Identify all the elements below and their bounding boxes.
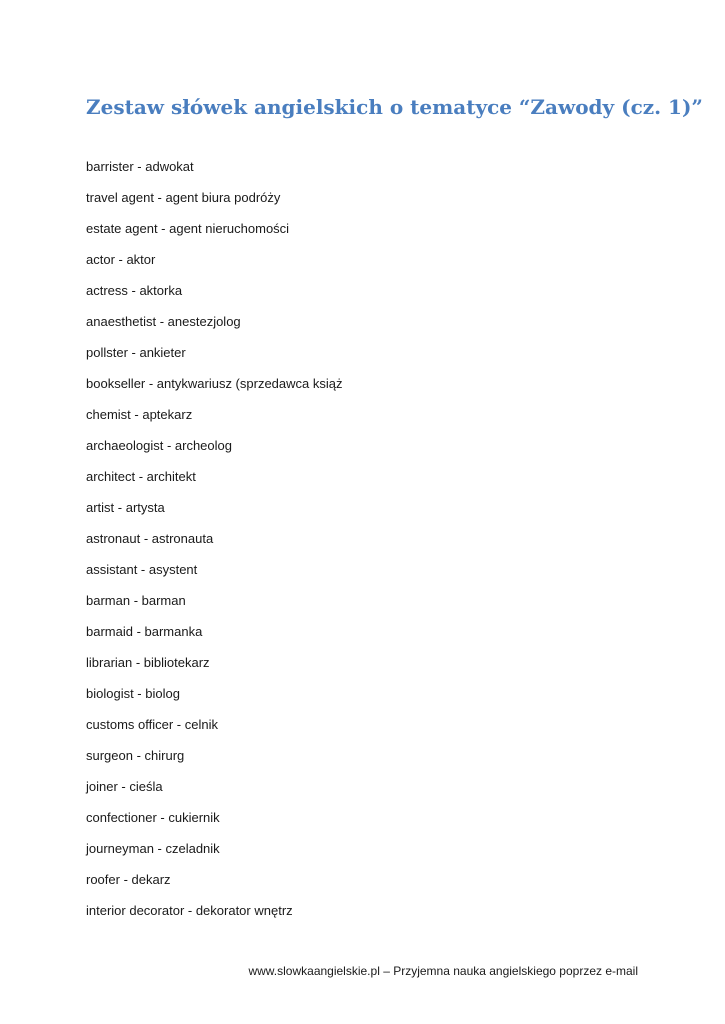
vocabulary-item: confectioner - cukiernik (86, 810, 220, 825)
vocabulary-item: biologist - biolog (86, 686, 180, 701)
vocabulary-item: barmaid - barmanka (86, 624, 203, 639)
vocabulary-item: joiner - cieśla (86, 779, 163, 794)
page-footer: www.slowkaangielskie.pl – Przyjemna nauka angielskiego poprzez e-mail (248, 964, 638, 978)
vocabulary-item: astronaut - astronauta (86, 531, 214, 546)
vocabulary-item: travel agent - agent biura podróży (86, 190, 281, 205)
vocabulary-item: interior decorator - dekorator wnętrz (86, 903, 293, 918)
vocabulary-item: estate agent - agent nieruchomości (86, 221, 290, 236)
vocabulary-item: anaesthetist - anestezjolog (86, 314, 241, 329)
vocabulary-item: artist - artysta (86, 500, 165, 515)
vocabulary-item: barman - barman (86, 593, 186, 608)
vocabulary-item: architect - architekt (86, 469, 196, 484)
vocabulary-item: journeyman - czeladnik (86, 841, 220, 856)
vocabulary-item: pollster - ankieter (86, 345, 186, 360)
vocabulary-item: chemist - aptekarz (86, 407, 193, 422)
vocabulary-item: bookseller - antykwariusz (sprzedawca książ (86, 376, 343, 391)
vocabulary-item: assistant - asystent (86, 562, 198, 577)
vocabulary-item: surgeon - chirurg (86, 748, 185, 763)
page-title: Zestaw słówek angielskich o tematyce “Zawody (cz. 1)” (86, 95, 703, 119)
vocabulary-item: archaeologist - archeolog (86, 438, 232, 453)
vocabulary-item: actress - aktorka (86, 283, 183, 298)
vocabulary-item: customs officer - celnik (86, 717, 218, 732)
vocabulary-item: roofer - dekarz (86, 872, 171, 887)
vocabulary-item: barrister - adwokat (86, 159, 194, 174)
vocabulary-list (86, 157, 342, 932)
vocabulary-item: actor - aktor (86, 252, 156, 267)
vocabulary-item: librarian - bibliotekarz (86, 655, 210, 670)
